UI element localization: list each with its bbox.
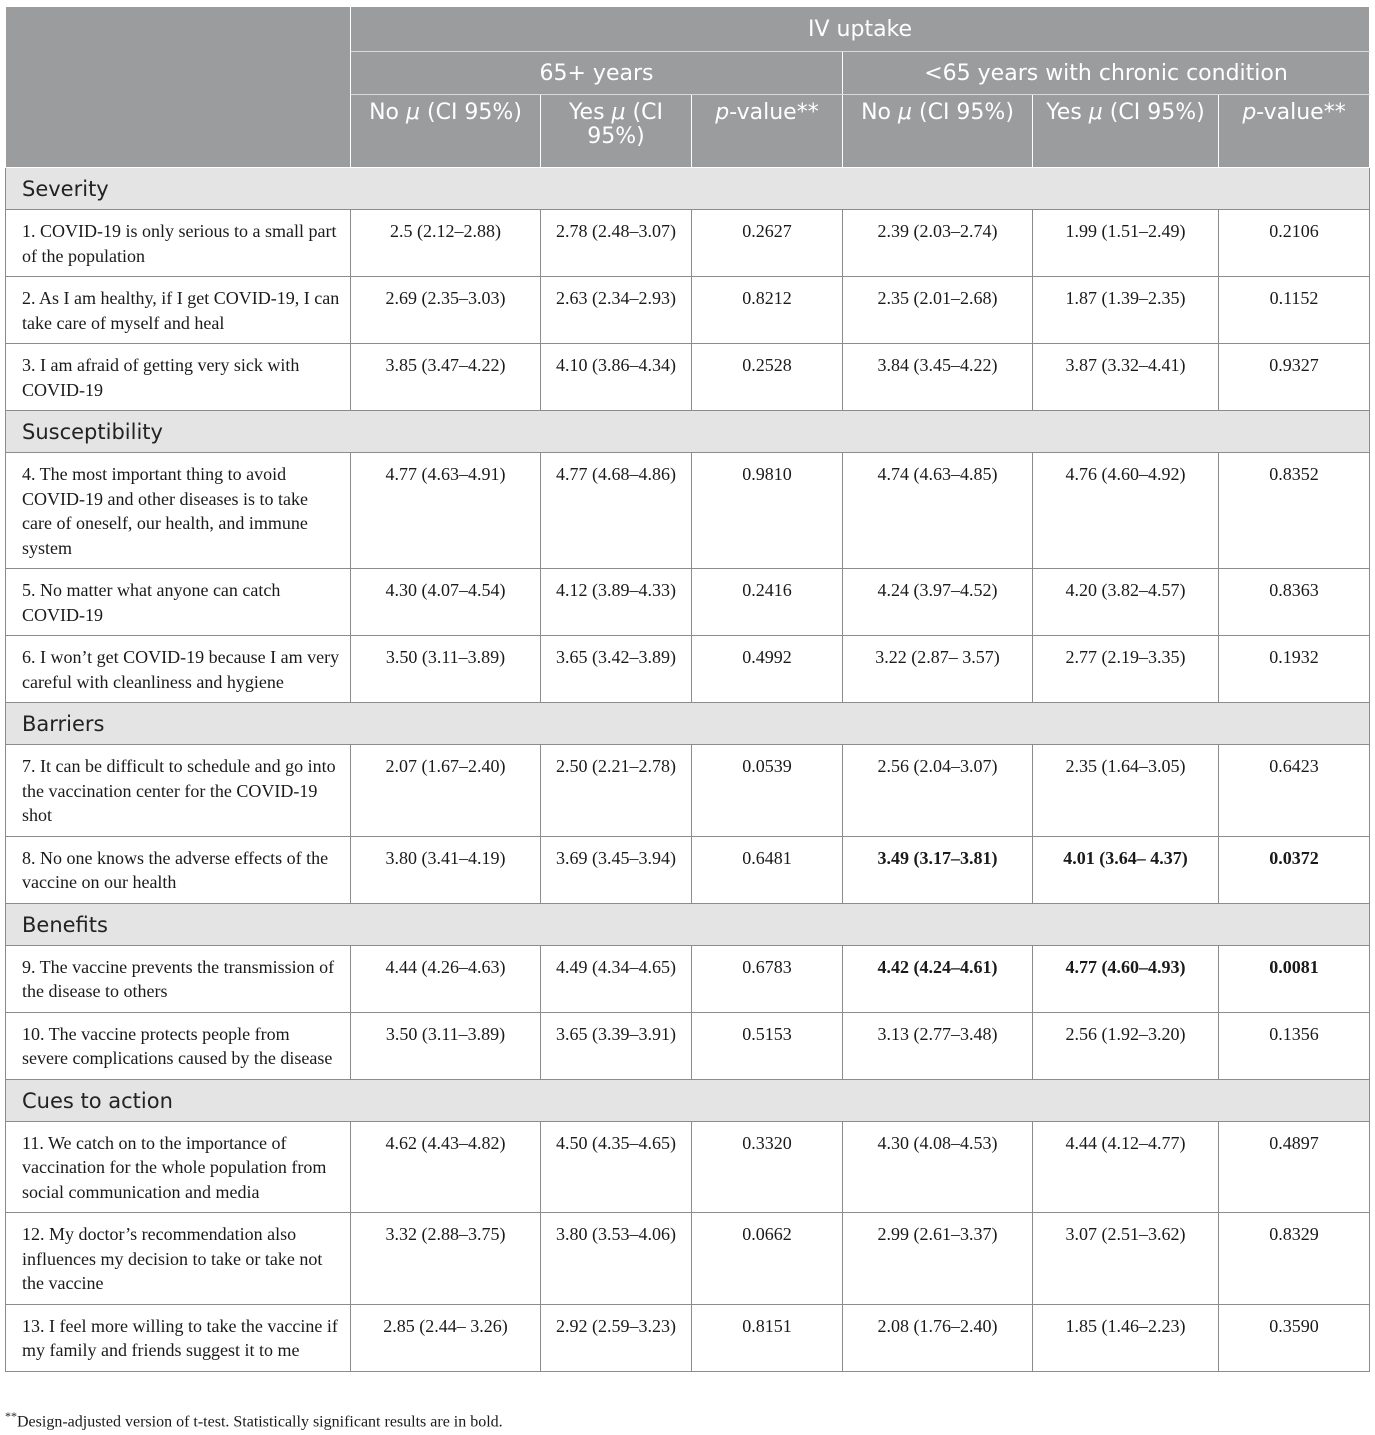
cell-value: 4.44 (4.12–4.77) (1033, 1121, 1219, 1213)
cell-value: 3.84 (3.45–4.22) (843, 344, 1033, 411)
cell-value: 0.4897 (1219, 1121, 1370, 1213)
item-text: 1. COVID-19 is only serious to a small part of the population (6, 210, 351, 277)
cell-value: 0.1356 (1219, 1012, 1370, 1079)
footnote-marker: ** (5, 1409, 17, 1423)
cell-value-significant: 4.77 (4.60–4.93) (1033, 945, 1219, 1012)
cell-value: 3.80 (3.41–4.19) (351, 836, 541, 903)
cell-value: 0.8363 (1219, 569, 1370, 636)
header-pvalue-65plus: p-value** (692, 95, 843, 168)
item-text: 3. I am afraid of getting very sick with COVID-19 (6, 344, 351, 411)
cell-value: 2.78 (2.48–3.07) (541, 210, 692, 277)
cell-value: 0.1152 (1219, 277, 1370, 344)
cell-value: 4.20 (3.82–4.57) (1033, 569, 1219, 636)
item-text: 13. I feel more willing to take the vaccine if my family and friends suggest it to me (6, 1304, 351, 1371)
cell-value: 0.6423 (1219, 745, 1370, 837)
cell-value: 0.8352 (1219, 453, 1370, 569)
cell-value: 3.50 (3.11–3.89) (351, 636, 541, 703)
table-row (6, 277, 1370, 344)
header-blank-cell (6, 7, 351, 168)
cell-value: 2.69 (2.35–3.03) (351, 277, 541, 344)
header-pvalue-under65: p-value** (1219, 95, 1370, 168)
cell-value: 2.07 (1.67–2.40) (351, 745, 541, 837)
cell-value: 1.99 (1.51–2.49) (1033, 210, 1219, 277)
table-row (6, 569, 1370, 636)
item-text: 6. I won’t get COVID-19 because I am very careful with cleanliness and hygiene (6, 636, 351, 703)
item-text: 4. The most important thing to avoid COVID-19 and other diseases is to take care of oneself, our health, and immune system (6, 453, 351, 569)
item-text: 7. It can be difficult to schedule and go into the vaccination center for the COVID-19 shot (6, 745, 351, 837)
table-footnote (5, 1409, 503, 1431)
cell-value: 4.76 (4.60–4.92) (1033, 453, 1219, 569)
cell-value: 2.63 (2.34–2.93) (541, 277, 692, 344)
header-yes-under65: Yes μ (CI 95%) (1033, 95, 1219, 168)
table-row (6, 210, 1370, 277)
cell-value: 2.08 (1.76–2.40) (843, 1304, 1033, 1371)
cell-value: 2.99 (2.61–3.37) (843, 1213, 1033, 1305)
header-group-65plus: 65+ years (351, 52, 843, 95)
header-yes-65plus: Yes μ (CI 95%) (541, 95, 692, 168)
cell-value: 1.85 (1.46–2.23) (1033, 1304, 1219, 1371)
results-table-container (5, 6, 1369, 1372)
cell-value: 3.80 (3.53–4.06) (541, 1213, 692, 1305)
cell-value: 4.12 (3.89–4.33) (541, 569, 692, 636)
cell-value: 4.62 (4.43–4.82) (351, 1121, 541, 1213)
table-row (6, 1121, 1370, 1213)
cell-value: 4.10 (3.86–4.34) (541, 344, 692, 411)
header-no-under65: No μ (CI 95%) (843, 95, 1033, 168)
cell-value: 0.9810 (692, 453, 843, 569)
cell-value: 3.32 (2.88–3.75) (351, 1213, 541, 1305)
item-text: 12. My doctor’s recommendation also influences my decision to take or take not the vaccine (6, 1213, 351, 1305)
cell-value: 3.69 (3.45–3.94) (541, 836, 692, 903)
cell-value: 0.8151 (692, 1304, 843, 1371)
item-text: 2. As I am healthy, if I get COVID-19, I can take care of myself and heal (6, 277, 351, 344)
table-row (6, 836, 1370, 903)
cell-value-significant: 0.0081 (1219, 945, 1370, 1012)
item-text: 11. We catch on to the importance of vaccination for the whole population from social communication and media (6, 1121, 351, 1213)
table-row (6, 945, 1370, 1012)
cell-value: 0.2416 (692, 569, 843, 636)
table-row (6, 344, 1370, 411)
section-susceptibility: Susceptibility (6, 411, 1370, 453)
table-row (6, 636, 1370, 703)
cell-value: 0.2627 (692, 210, 843, 277)
cell-value: 0.8329 (1219, 1213, 1370, 1305)
cell-value: 4.44 (4.26–4.63) (351, 945, 541, 1012)
item-text: 5. No matter what anyone can catch COVID-19 (6, 569, 351, 636)
cell-value: 3.13 (2.77–3.48) (843, 1012, 1033, 1079)
cell-value: 2.92 (2.59–3.23) (541, 1304, 692, 1371)
item-text: 10. The vaccine protects people from severe complications caused by the disease (6, 1012, 351, 1079)
cell-value-significant: 3.49 (3.17–3.81) (843, 836, 1033, 903)
cell-value: 0.0662 (692, 1213, 843, 1305)
cell-value: 0.6481 (692, 836, 843, 903)
cell-value: 2.50 (2.21–2.78) (541, 745, 692, 837)
table-row (6, 745, 1370, 837)
cell-value: 3.07 (2.51–3.62) (1033, 1213, 1219, 1305)
cell-value: 3.87 (3.32–4.41) (1033, 344, 1219, 411)
table-row (6, 1012, 1370, 1079)
cell-value: 1.87 (1.39–2.35) (1033, 277, 1219, 344)
cell-value: 4.77 (4.68–4.86) (541, 453, 692, 569)
header-iv-uptake: IV uptake (351, 7, 1370, 52)
cell-value: 4.30 (4.08–4.53) (843, 1121, 1033, 1213)
cell-value: 0.6783 (692, 945, 843, 1012)
cell-value: 2.5 (2.12–2.88) (351, 210, 541, 277)
cell-value: 4.49 (4.34–4.65) (541, 945, 692, 1012)
item-text: 9. The vaccine prevents the transmission of the disease to others (6, 945, 351, 1012)
cell-value: 4.24 (3.97–4.52) (843, 569, 1033, 636)
cell-value: 0.3590 (1219, 1304, 1370, 1371)
header-group-under65: <65 years with chronic condition (843, 52, 1370, 95)
cell-value: 0.2528 (692, 344, 843, 411)
cell-value: 2.56 (1.92–3.20) (1033, 1012, 1219, 1079)
cell-value: 2.35 (1.64–3.05) (1033, 745, 1219, 837)
item-text: 8. No one knows the adverse effects of the vaccine on our health (6, 836, 351, 903)
section-barriers: Barriers (6, 703, 1370, 745)
cell-value: 0.3320 (692, 1121, 843, 1213)
section-cues-to-action: Cues to action (6, 1079, 1370, 1121)
cell-value: 0.5153 (692, 1012, 843, 1079)
cell-value: 0.2106 (1219, 210, 1370, 277)
cell-value: 4.77 (4.63–4.91) (351, 453, 541, 569)
cell-value: 0.9327 (1219, 344, 1370, 411)
header-no-65plus: No μ (CI 95%) (351, 95, 541, 168)
cell-value: 0.0539 (692, 745, 843, 837)
cell-value: 2.39 (2.03–2.74) (843, 210, 1033, 277)
cell-value: 4.50 (4.35–4.65) (541, 1121, 692, 1213)
cell-value: 2.56 (2.04–3.07) (843, 745, 1033, 837)
cell-value: 2.35 (2.01–2.68) (843, 277, 1033, 344)
table-row (6, 453, 1370, 569)
table-row (6, 1304, 1370, 1371)
cell-value: 4.74 (4.63–4.85) (843, 453, 1033, 569)
cell-value: 0.4992 (692, 636, 843, 703)
cell-value: 3.65 (3.39–3.91) (541, 1012, 692, 1079)
cell-value: 3.50 (3.11–3.89) (351, 1012, 541, 1079)
table-row (6, 1213, 1370, 1305)
section-benefits: Benefits (6, 903, 1370, 945)
cell-value-significant: 0.0372 (1219, 836, 1370, 903)
cell-value: 0.8212 (692, 277, 843, 344)
footnote-text: Design-adjusted version of t-test. Statistically significant results are in bold. (17, 1413, 503, 1431)
cell-value-significant: 4.42 (4.24–4.61) (843, 945, 1033, 1012)
cell-value: 0.1932 (1219, 636, 1370, 703)
section-severity: Severity (6, 168, 1370, 210)
results-table (5, 6, 1370, 1372)
cell-value: 3.85 (3.47–4.22) (351, 344, 541, 411)
cell-value: 3.22 (2.87– 3.57) (843, 636, 1033, 703)
cell-value: 2.85 (2.44– 3.26) (351, 1304, 541, 1371)
cell-value-significant: 4.01 (3.64– 4.37) (1033, 836, 1219, 903)
cell-value: 4.30 (4.07–4.54) (351, 569, 541, 636)
cell-value: 3.65 (3.42–3.89) (541, 636, 692, 703)
cell-value: 2.77 (2.19–3.35) (1033, 636, 1219, 703)
